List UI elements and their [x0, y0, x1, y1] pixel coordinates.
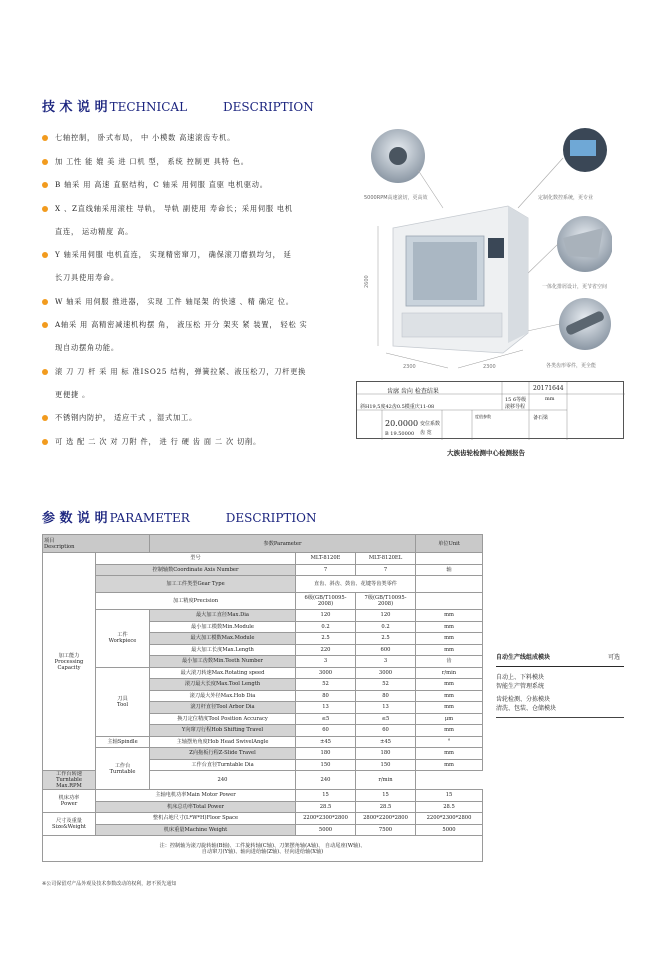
feature-text: W 轴采 用伺服 推进器， 实现 工件 轴尾架 的快速 、精 确定 位。 — [55, 296, 294, 306]
leader-line — [418, 170, 443, 208]
report-cell: 度值参数 — [475, 414, 491, 419]
feature-item — [42, 296, 332, 307]
table-row: 工作台直径Turntable Dia 150 150 mm — [43, 759, 483, 771]
table-row: 换刀定位精度Tool Position Accuracy ≤5 ≤5 μm — [43, 713, 483, 725]
machine-side — [508, 206, 528, 343]
group-power: 机床功率 Power — [43, 790, 96, 813]
bullet-icon — [42, 182, 48, 188]
feature-text: A轴采 用 高精密减速机构摆 角， 液压松 开分 架夹 紧 装置， 轻松 实 — [55, 320, 308, 329]
table-row: 最小加工齿数Min.Teeth Number 3 3 齿 — [43, 656, 483, 668]
table-row: 尺寸及重量 Size&Weight 整机占地尺寸(L*W*H)Floor Space 2200*2300*2800 2800*2200*2800 2200*2300*2800 — [43, 813, 483, 825]
feature-text: Y 轴采用伺服 电机直连， 实现精密窜刀， 确保滚刀磨损均匀， 延 — [55, 250, 292, 259]
table-row: 工件 Workpiece 最大加工直径Max.Dia 120 120 mm — [43, 610, 483, 622]
group-workpiece: 工件 Workpiece — [96, 610, 150, 668]
auto-module-item: 清洗、包装、仓储模块 — [496, 705, 557, 712]
feature-text-cont: 更便捷 。 — [55, 389, 91, 399]
report-cell: 20171644 — [533, 385, 564, 392]
machine-base — [402, 313, 502, 337]
report-cell: B 19.50000 — [385, 431, 415, 437]
control-panel — [488, 238, 504, 258]
header-item: 项目 Description — [43, 535, 150, 553]
bullet-icon — [42, 439, 48, 445]
callout-1: 5000RPM高速滚切，更高效 — [364, 195, 428, 201]
feature-item — [42, 436, 332, 447]
group-turntable: 工作台 Turntable — [96, 748, 150, 790]
table-row: 工作台转速Turntable Max.RPM 240 240 r/min — [43, 771, 483, 790]
auto-module-group — [496, 695, 624, 713]
bullet-icon — [42, 252, 48, 258]
machine-glass — [413, 242, 477, 300]
report-cell: 齿 宽 — [420, 430, 432, 436]
bullet-icon — [42, 206, 48, 212]
feature-item — [42, 412, 332, 423]
table-row: 控制轴数Coordinate Axis Number 7 7 轴 — [43, 564, 483, 576]
header-unit: 单位Unit — [416, 535, 483, 553]
bullet-icon — [42, 322, 48, 328]
bullet-icon — [42, 299, 48, 305]
tech-title-cn: 技 术 说 明 — [42, 100, 108, 115]
feature-item — [42, 319, 332, 353]
table-row: 工作台 Turntable Z向拖板行程Z-Slide Travel 180 180 mm — [43, 748, 483, 760]
feature-item — [42, 249, 332, 283]
table-row: 加工工件类型Gear Type 直齿、斜齿、鼓齿、花键等齿类零件 — [43, 576, 483, 593]
feature-text: 七轴控制， 卧式布局， 中 小模数 高速滚齿专机。 — [55, 133, 236, 142]
callout-3: 一体化排屑设计，更节省空间 — [542, 284, 608, 290]
table-row: 最大加工模数Max.Module 2.5 2.5 mm — [43, 633, 483, 645]
param-title-en2: DESCRIPTION — [225, 511, 317, 525]
auto-module-item: 齿轮检测、分拣模块 — [496, 696, 551, 703]
table-row: 刀具 Tool 最大滚刀转速Max.Rotating speed 3000 3000 r/min — [43, 667, 483, 679]
tech-title-en2: DESCRIPTION — [223, 100, 314, 114]
feature-item — [42, 203, 332, 237]
table-note-row — [43, 836, 483, 862]
param-section-title — [42, 507, 316, 526]
feature-text-cont: 现自动摆角功能。 — [55, 343, 119, 352]
group-tool: 刀具 Tool — [96, 667, 150, 736]
report-title: 齿廓 齿向 检查结果 — [387, 388, 439, 395]
footnote: ※公司保留对产品外观及技术参数改动的权利，恕不预先通知 — [42, 881, 177, 887]
table-row: 最大加工长度Max.Length 220 600 mm — [43, 644, 483, 656]
feature-text-cont: 长刀具使用寿命。 — [55, 273, 119, 282]
feature-text: X 、Z直线轴采用滚柱 导轨， 导轨 副使用 寿命长；采用伺服 电机 — [55, 203, 293, 213]
tech-section-title — [42, 96, 314, 115]
auto-module-group — [496, 673, 624, 691]
feature-item — [42, 179, 332, 190]
report-cell: 滚移导程 — [505, 404, 526, 410]
group-capacity: 加工能力 Processing Capacity — [43, 553, 96, 771]
param-title-cn: 参 数 说 明 — [42, 511, 108, 526]
feature-text: B 轴采 用 高速 直驱结构，C 轴采 用伺服 直驱 电机驱动。 — [55, 180, 268, 189]
feature-item — [42, 132, 332, 143]
report-caption: 大族齿轮检测中心检测报告 — [447, 449, 525, 457]
table-row: 滚刀最大外径Max.Hob Dia 80 80 mm — [43, 690, 483, 702]
feature-list — [42, 132, 332, 459]
group-size: 尺寸及重量 Size&Weight — [43, 813, 96, 836]
auto-module-item: 智能生产管理系统 — [496, 683, 545, 690]
report-cell: 斜H19,5度42齿0.5模重庆11-08 — [360, 404, 435, 410]
table-row: 最小加工模数Min.Module 0.2 0.2 mm — [43, 621, 483, 633]
report-cell: 变位系数 — [420, 421, 441, 427]
param-title-en: PARAMETER — [109, 511, 190, 525]
divider — [496, 717, 624, 718]
dimension-line — [386, 353, 448, 368]
table-row: 机床总功率Total Power 28.5 28.5 28.5 — [43, 801, 483, 813]
bullet-icon — [42, 135, 48, 141]
table-row: Y向窜刀行程Hob Shifting Travel 60 60 mm — [43, 725, 483, 737]
feature-text: 可 选 配 二 次 对 刀附 件， 进 行 硬 齿 面 二 次 切削。 — [55, 436, 262, 446]
table-header — [43, 535, 483, 553]
feature-text: 滚 刀 刀 杆 采 用 标 准ISO25 结构，弹簧拉紧、液压松刀，刀杆更换 — [55, 366, 307, 376]
table-row: 机床功率 Power 主轴电机功率Main Motor Power 15 15 15 — [43, 790, 483, 802]
table-row: 机床重量Machine Weight 5000 7500 5000 — [43, 824, 483, 836]
report-cell: 20.0000 — [385, 419, 419, 428]
auto-module-title: 自动生产线组成模块 可选 — [496, 652, 624, 667]
feature-item — [42, 366, 332, 400]
table-note: 注：控制轴为滚刀旋转轴(B轴)、工件旋转轴(C轴)、刀架摆角轴(A轴)、 自动尾座(W轴)、 自动窜刀(Y轴)、轴向进给轴(Z轴)、径向进给轴(X轴) — [43, 836, 483, 862]
dim-height: 2600 — [364, 275, 370, 288]
dim-width: 2300 — [483, 364, 496, 370]
bullet-icon — [42, 159, 48, 165]
feature-text: 加 工性 能 媲 美 进 口机 型， 系统 控制更 具特 色。 — [55, 156, 249, 166]
dim-depth: 2300 — [403, 364, 416, 370]
bullet-icon — [42, 415, 48, 421]
parameter-table — [42, 534, 483, 862]
report-cell: mm — [545, 396, 555, 402]
bullet-icon — [42, 369, 48, 375]
cnc-screen — [570, 140, 596, 156]
table-row: 加工精度Precision 6级(GB/T10095-2008) 7级(GB/T10095-2008) — [43, 593, 483, 610]
table-row: 滚刀最大长度Max.Tool Length 52 52 mm — [43, 679, 483, 691]
feature-text: 不锈钢内防护， 适应干式 ，湿式加工。 — [55, 413, 197, 422]
report-cell: 备石梁 — [533, 415, 549, 421]
auto-module-box — [496, 652, 624, 718]
spindle-detail — [389, 147, 407, 165]
inspection-report — [356, 381, 624, 439]
report-grid — [357, 382, 625, 440]
table-row: 主轴Spindle 主轴摆角角度Hob Head SwivelAngle ±45 ±45 ° — [43, 736, 483, 748]
report-cell: 15 6等级 — [505, 397, 527, 403]
machine-illustration — [358, 128, 612, 380]
callout-2: 定制化数控系统，更专业 — [538, 195, 594, 201]
auto-module-item: 自动上、下料模块 — [496, 674, 545, 681]
feature-text-cont: 直连， 运动精度 高。 — [55, 226, 134, 236]
group-spindle: 主轴Spindle — [96, 736, 150, 748]
table-row: 加工能力 Processing Capacity 型号 MLT-8120E MLT-8120EL — [43, 553, 483, 565]
table-row: 滚刀杆直径Tool Arbor Dia 13 13 mm — [43, 702, 483, 714]
tech-title-en: TECHNICAL — [109, 100, 188, 114]
callout-4: 各类齿形零件，更全能 — [546, 363, 597, 369]
feature-item — [42, 156, 332, 167]
header-param: 参数Parameter — [150, 535, 416, 553]
